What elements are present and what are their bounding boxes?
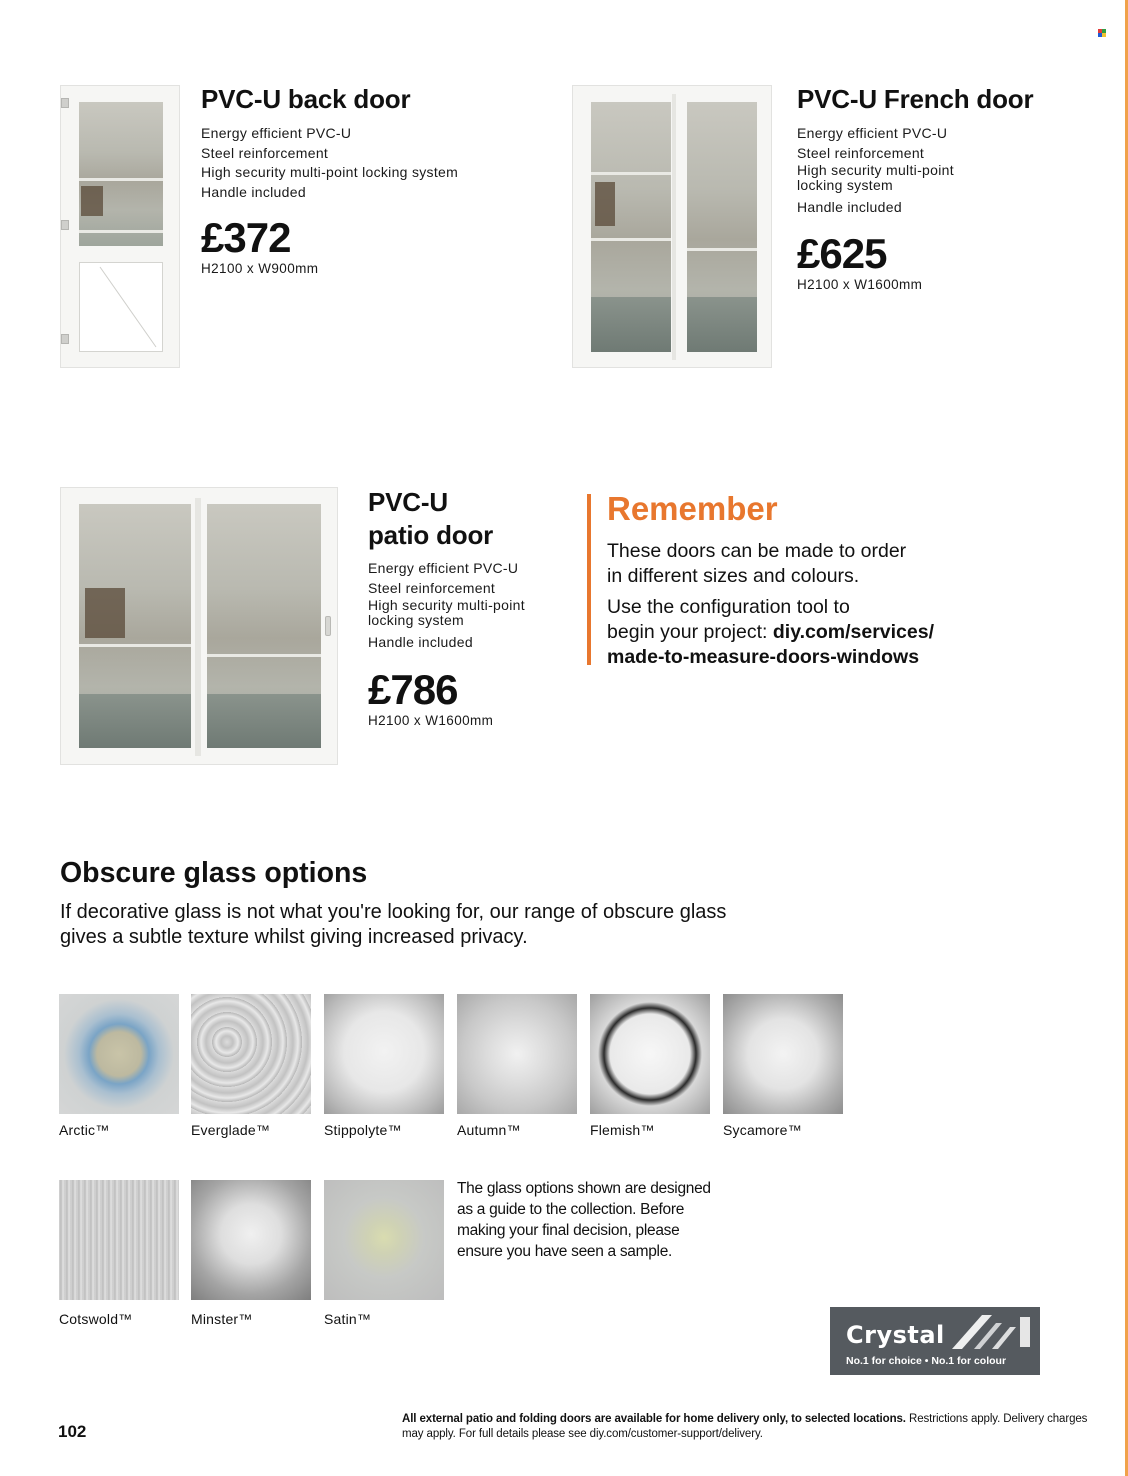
back-door-features — [201, 124, 458, 202]
brand-stripes-icon — [952, 1315, 1032, 1349]
panel-diagonal-line — [80, 263, 164, 353]
patio-door-size: H2100 x W1600mm — [368, 713, 494, 728]
swatch-label: Stippolyte™ — [324, 1122, 402, 1138]
swatch-label: Cotswold™ — [59, 1311, 133, 1327]
feature-item: Steel reinforcement — [797, 144, 925, 161]
configuration-tool-link-continued[interactable]: made-to-measure-doors-windows — [607, 646, 920, 668]
satin-glass-swatch — [324, 1180, 444, 1300]
patio-door-title-line2: patio door — [368, 520, 494, 550]
feature-item: Energy efficient PVC-U — [201, 125, 352, 141]
remember-line — [607, 620, 934, 645]
patio-door-title-line1: PVC-U — [368, 487, 448, 517]
page-number: 102 — [58, 1422, 87, 1441]
arctic-glass-swatch — [59, 994, 179, 1114]
patio-door-title — [368, 486, 493, 552]
feature-item: High security multi-point locking system — [201, 164, 459, 180]
french-door-image — [572, 85, 772, 368]
swatch-label: Everglade™ — [191, 1122, 271, 1138]
brand-tagline: No.1 for choice • No.1 for colour — [846, 1355, 1007, 1367]
feature-item: Handle included — [368, 633, 473, 650]
minster-glass-swatch — [191, 1180, 311, 1300]
feature-item: Handle included — [797, 198, 902, 215]
configuration-tool-link[interactable]: diy.com/services/ — [772, 621, 935, 643]
sycamore-glass-swatch — [723, 994, 843, 1114]
french-door-title: PVC-U French door — [797, 84, 1034, 114]
remember-title: Remember — [607, 490, 778, 527]
patio-door-image — [60, 487, 338, 765]
everglade-glass-swatch — [191, 994, 311, 1114]
french-door-features — [797, 124, 972, 217]
remember-line: in different sizes and colours. — [607, 565, 860, 587]
feature-item: High security multi-point locking system — [368, 597, 525, 628]
french-door-price: £625 — [797, 230, 887, 277]
french-door-size: H2100 x W1600mm — [797, 277, 923, 292]
back-door-image — [60, 85, 180, 368]
remember-text-1 — [607, 539, 906, 589]
back-door-title: PVC-U back door — [201, 84, 411, 114]
obscure-glass-intro: If decorative glass is not what you're looking for, our range of obscure glass gives a subtle texture whilst giving increased privacy. — [60, 901, 727, 948]
swatch-label: Arctic™ — [59, 1122, 110, 1138]
cotswold-glass-swatch — [59, 1180, 179, 1300]
patio-door-features — [368, 559, 543, 652]
swatch-label: Flemish™ — [590, 1122, 655, 1138]
remember-accent-bar — [587, 494, 591, 665]
remember-text-2 — [607, 595, 934, 670]
delivery-footer-note — [402, 1412, 1102, 1442]
remember-line — [607, 645, 934, 670]
stippolyte-glass-swatch — [324, 994, 444, 1114]
footer-bold-text: All external patio and folding doors are available for home delivery only, to selected locations. — [402, 1413, 906, 1425]
obscure-glass-title: Obscure glass options — [60, 857, 368, 889]
patio-door-price: £786 — [368, 666, 458, 713]
patio-door-frame-divider — [195, 498, 201, 756]
flemish-glass-swatch — [590, 994, 710, 1114]
french-door-mullion — [672, 94, 676, 360]
feature-item: Handle included — [201, 183, 306, 200]
crystal-brand-logo — [830, 1307, 1040, 1375]
feature-item: High security multi-point locking system — [797, 162, 954, 193]
swatch-label: Minster™ — [191, 1311, 253, 1327]
remember-line: These doors can be made to order — [607, 540, 907, 562]
back-door-size: H2100 x W900mm — [201, 261, 319, 276]
back-door-price: £372 — [201, 214, 291, 261]
footer-text: Restrictions apply. Delivery charges may apply. For full details please see diy.com/customer-support/delivery. — [402, 1413, 1088, 1440]
autumn-glass-swatch — [457, 994, 577, 1114]
brand-name: Crystal — [846, 1321, 945, 1349]
glass-options-note: The glass options shown are designed as a guide to the collection. Before making your final decision, please ensure you have seen a sample. — [457, 1180, 711, 1260]
feature-item: Steel reinforcement — [368, 579, 496, 596]
feature-item: Energy efficient PVC-U — [797, 125, 948, 141]
patio-door-handle-icon — [325, 616, 331, 636]
remember-line-prefix: begin your project: — [607, 621, 773, 643]
remember-line: Use the configuration tool to — [607, 596, 850, 618]
colour-registration-mark — [1098, 29, 1106, 37]
swatch-label: Autumn™ — [457, 1122, 521, 1138]
swatch-label: Sycamore™ — [723, 1122, 802, 1138]
feature-item: Steel reinforcement — [201, 144, 329, 161]
swatch-label: Satin™ — [324, 1311, 372, 1327]
feature-item: Energy efficient PVC-U — [368, 560, 519, 576]
